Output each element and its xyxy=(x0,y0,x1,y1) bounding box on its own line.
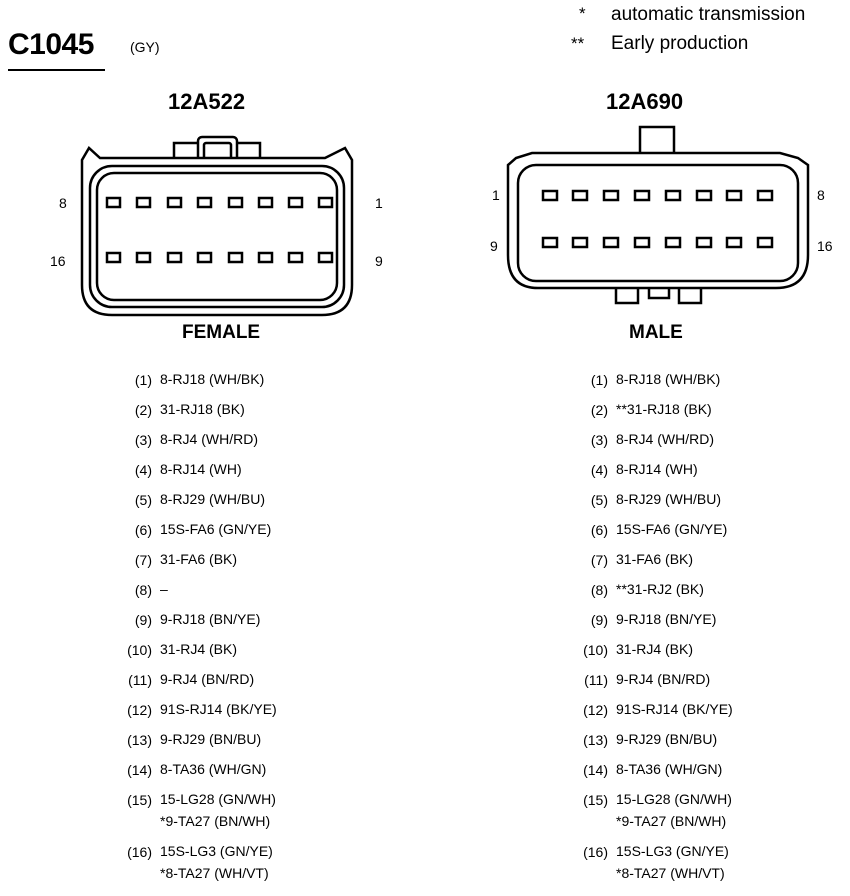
female-pin-circuit: 31-RJ18 (BK) xyxy=(160,401,245,417)
male-pin-number: (12) xyxy=(583,702,608,718)
pin-cavity xyxy=(604,191,618,200)
male-pin-number: (3) xyxy=(590,432,608,448)
pin-cavity xyxy=(666,238,680,247)
female-pin-number: (10) xyxy=(127,642,152,658)
female-pin-number: (4) xyxy=(134,462,152,478)
female-pin-number: (16) xyxy=(127,844,152,860)
male-pin-circuit: 8-TA36 (WH/GN) xyxy=(616,761,723,777)
pin-cavity xyxy=(635,191,649,200)
male-pin-number: (13) xyxy=(583,732,608,748)
male-pin-number: (4) xyxy=(590,462,608,478)
pin-cavity xyxy=(758,238,772,247)
male-pin-number: (10) xyxy=(583,642,608,658)
female-pin-number: (15) xyxy=(127,792,152,808)
legend-text-auto: automatic transmission xyxy=(611,4,806,25)
connector-id: C1045 xyxy=(8,28,94,61)
legend-text-early: Early production xyxy=(611,33,749,54)
female-part-number: 12A522 xyxy=(168,89,246,114)
male-pin-circuit: 9-RJ18 (BN/YE) xyxy=(616,611,717,627)
male-pin-circuit: 91S-RJ14 (BK/YE) xyxy=(616,701,733,717)
female-pin-number: (2) xyxy=(134,402,152,418)
pin-cavity xyxy=(635,238,649,247)
female-pin-number: (7) xyxy=(134,552,152,568)
female-label: FEMALE xyxy=(182,322,261,343)
pin-cavity xyxy=(697,191,711,200)
legend-symbol-auto: * xyxy=(579,4,586,23)
female-pin-circuit: *9-TA27 (BN/WH) xyxy=(160,813,271,829)
connector-color: (GY) xyxy=(130,39,160,55)
female-pin-number: (13) xyxy=(127,732,152,748)
female-pin-number: (12) xyxy=(127,702,152,718)
female-corner-label-bottom-right: 9 xyxy=(375,253,383,269)
female-pin-number: (14) xyxy=(127,762,152,778)
pin-cavity xyxy=(697,238,711,247)
male-pin-circuit: **31-RJ18 (BK) xyxy=(616,401,712,417)
male-pin-circuit: 8-RJ18 (WH/BK) xyxy=(616,371,721,387)
female-pin-circuit: 15S-LG3 (GN/YE) xyxy=(160,843,273,859)
male-pin-number: (1) xyxy=(590,372,608,388)
male-pin-number: (9) xyxy=(590,612,608,628)
female-pin-circuit: 8-RJ4 (WH/RD) xyxy=(160,431,258,447)
female-pin-circuit: 31-FA6 (BK) xyxy=(160,551,238,567)
male-corner-label-top-left: 1 xyxy=(492,187,500,203)
male-pin-circuit: *8-TA27 (WH/VT) xyxy=(616,865,725,881)
pin-cavity xyxy=(727,191,741,200)
male-pin-circuit: 15S-LG3 (GN/YE) xyxy=(616,843,729,859)
male-pin-circuit: 31-RJ4 (BK) xyxy=(616,641,694,657)
female-pin-number: (9) xyxy=(134,612,152,628)
pin-cavity xyxy=(666,191,680,200)
pin-cavity xyxy=(543,191,557,200)
female-corner-label-top-left: 8 xyxy=(59,195,67,211)
female-pin-circuit: 8-RJ14 (WH) xyxy=(160,461,242,477)
female-corner-label-bottom-left: 16 xyxy=(50,253,66,269)
female-pin-number: (8) xyxy=(134,582,152,598)
female-pin-number: (5) xyxy=(134,492,152,508)
pin-cavity xyxy=(727,238,741,247)
male-corner-label-bottom-right: 16 xyxy=(817,238,833,254)
female-pin-circuit: 31-RJ4 (BK) xyxy=(160,641,238,657)
female-pin-number: (3) xyxy=(134,432,152,448)
female-pin-number: (1) xyxy=(134,372,152,388)
male-pin-circuit: 31-FA6 (BK) xyxy=(616,551,694,567)
female-pin-circuit: 8-TA36 (WH/GN) xyxy=(160,761,267,777)
male-pin-number: (16) xyxy=(583,844,608,860)
pin-cavity xyxy=(758,191,772,200)
male-pin-number: (14) xyxy=(583,762,608,778)
pin-cavity xyxy=(543,238,557,247)
male-pin-number: (15) xyxy=(583,792,608,808)
male-part-number: 12A690 xyxy=(606,89,684,114)
male-pin-circuit: 15-LG28 (GN/WH) xyxy=(616,791,732,807)
legend-symbol-early: ** xyxy=(571,34,585,53)
male-pin-number: (2) xyxy=(590,402,608,418)
female-pin-circuit: 8-RJ29 (WH/BU) xyxy=(160,491,266,507)
male-label: MALE xyxy=(629,322,683,343)
male-pin-circuit: **31-RJ2 (BK) xyxy=(616,581,704,597)
male-corner-label-bottom-left: 9 xyxy=(490,238,498,254)
pin-cavity xyxy=(573,238,587,247)
male-pin-circuit: 15S-FA6 (GN/YE) xyxy=(616,521,728,537)
pin-cavity xyxy=(573,191,587,200)
male-pin-number: (8) xyxy=(590,582,608,598)
female-pin-circuit: 15-LG28 (GN/WH) xyxy=(160,791,276,807)
male-pin-circuit: *9-TA27 (BN/WH) xyxy=(616,813,727,829)
male-pin-circuit: 9-RJ29 (BN/BU) xyxy=(616,731,718,747)
male-pin-number: (11) xyxy=(584,672,608,688)
male-pin-number: (7) xyxy=(590,552,608,568)
female-pin-number: (6) xyxy=(134,522,152,538)
male-pin-circuit: 8-RJ14 (WH) xyxy=(616,461,698,477)
female-pin-circuit: 9-RJ18 (BN/YE) xyxy=(160,611,261,627)
female-pin-circuit: 9-RJ4 (BN/RD) xyxy=(160,671,255,687)
male-pin-list xyxy=(568,372,838,892)
male-pin-circuit: 8-RJ4 (WH/RD) xyxy=(616,431,714,447)
female-pin-circuit: 8-RJ18 (WH/BK) xyxy=(160,371,265,387)
pin-cavity xyxy=(604,238,618,247)
male-pin-number: (5) xyxy=(590,492,608,508)
female-pin-circuit: 91S-RJ14 (BK/YE) xyxy=(160,701,277,717)
male-corner-label-top-right: 8 xyxy=(817,187,825,203)
female-pin-list xyxy=(112,372,432,892)
female-corner-label-top-right: 1 xyxy=(375,195,383,211)
female-pin-circuit: *8-TA27 (WH/VT) xyxy=(160,865,269,881)
female-pin-circuit: 15S-FA6 (GN/YE) xyxy=(160,521,272,537)
female-pin-circuit: – xyxy=(160,581,168,597)
female-pin-number: (11) xyxy=(128,672,152,688)
male-pin-circuit: 9-RJ4 (BN/RD) xyxy=(616,671,711,687)
male-pin-circuit: 8-RJ29 (WH/BU) xyxy=(616,491,722,507)
male-pin-number: (6) xyxy=(590,522,608,538)
female-pin-circuit: 9-RJ29 (BN/BU) xyxy=(160,731,262,747)
